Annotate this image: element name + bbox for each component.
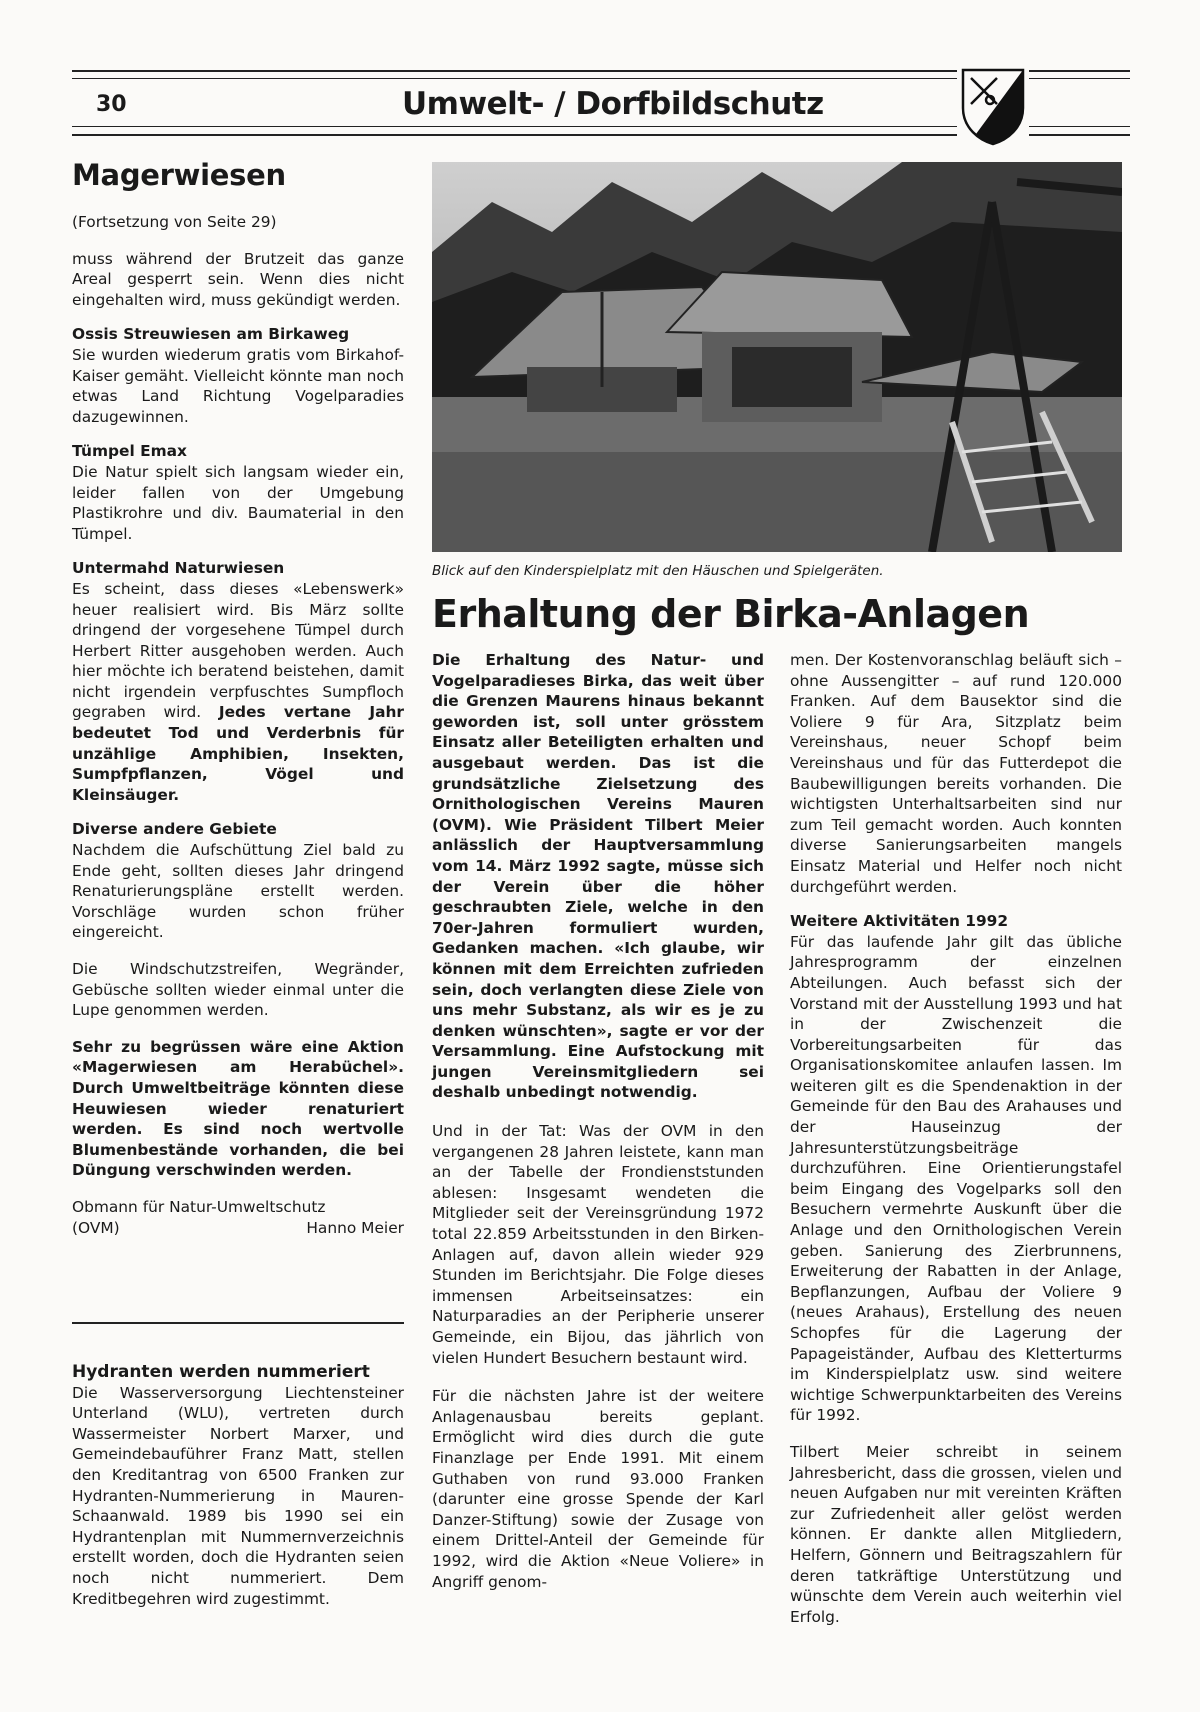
hydranten-heading: Hydranten werden nummeriert	[72, 1362, 370, 1382]
article-column-1	[432, 650, 764, 1592]
section-title: Umwelt- / Dorfbildschutz	[402, 86, 824, 122]
untermahd-text: Es scheint, dass dieses «Lebenswerk» heuer realisiert wird. Bis März sollte dringend der vorgesehene Tümpel durch Herbert Ritter ausgehoben werden. Auch hier möchte ich beratend beistehen, damit nicht irgendein verpfuschtes Sumpfloch gegraben wird. Jedes vertane Jahr bedeutet Tod und Verderbnis für unzählige Amphibien, Insekten, Sumpfpflanzen, Vögel und Kleinsäuger.	[72, 579, 404, 804]
page-header	[72, 64, 1130, 148]
article-paragraph-3: men. Der Kostenvoranschlag beläuft sich – ohne Aussengitter – auf rund 120.000 Franken. Auf dem Bausektor sind die Voliere 9 für Ara, Sitzplatz beim Vereinshaus, neuer Schopf beim Vereinshaus und für das Futterdepot die Baubewilligungen bereits vorhanden. Die wichtigsten Unterhaltsarbeiten sind nur zum Teil gemacht worden. Auch konnten diverse Sanierungsarbeiten mangels Einsatz Material und Helfer noch nicht durchgeführt werden.	[790, 651, 1122, 896]
article-paragraph-1: Und in der Tat: Was der OVM in den vergangenen 28 Jahren leistete, kann man an der Tabelle der Frondienststunden ablesen: Insgesamt wendeten die Mitglieder seit der Vereinsgründung 1972 total 22.859 Arbeitsstunden in den Birken-Anlagen auf, davon allein wieder 929 Stunden im Berichtsjahr. Die Folge dieses immensen Arbeitseinsatzes: ein Naturparadies an der Peripherie unserer Gemeinde, ein Bijou, das jährlich von vielen Hundert Besuchern bestaunt wird.	[432, 1122, 764, 1367]
left-column	[72, 212, 404, 1238]
tuempel-text: Die Natur spielt sich langsam wieder ein, leider fallen von der Umgebung Plastikrohre und div. Baumaterial in den Tümpel.	[72, 462, 404, 543]
activities-heading: Weitere Aktivitäten 1992	[790, 912, 1009, 931]
signature-role: Obmann für Natur-Umweltschutz	[72, 1197, 326, 1216]
ossis-text: Sie wurden wiederum gratis vom Birkahof-Kaiser gemäht. Vielleicht könnte man noch etwas Land Richtung Vogelparadies dazugewinnen.	[72, 345, 404, 426]
diverse-heading: Diverse andere Gebiete	[72, 820, 277, 839]
annual-report-text: Tilbert Meier schreibt in seinem Jahresbericht, dass die grossen, vielen und neuen Aufgaben nur mit vereinten Kräften zur Zufriedenheit aller gelöst werden können. Er dankte allen Mitgliedern, Helfern, Gönnern und Beitragszahlern für deren tatkräftige Unterstützung und wünschte dem Verein auch weiterhin viel Erfolg.	[790, 1442, 1122, 1626]
municipal-coat-of-arms-icon	[957, 64, 1029, 148]
article-lead: Die Erhaltung des Natur- und Vogelparadieses Birka, das weit über die Grenzen Maurens hinaus bekannt geworden ist, soll unter grösstem Einsatz aller Beteiligten erhalten und ausgebaut werden. Das ist die grundsätzliche Zielsetzung des Ornithologischen Vereins Mauren (OVM). Wie Präsident Tilbert Meier anlässlich der Hauptversammlung vom 14. März 1992 sagte, müsse sich der Verein über die höher geschraubten Ziele, welche in den 70er-Jahren formuliert wurden, Gedanken machen. «Ich glaube, wir können mit dem Erreichten zufrieden sein, doch verlangten diese Ziele von uns mehr Substanz, als wir es je zu denken wünschten», sagte er vor der Versammlung. Eine Aufstockung mit jungen Vereinsmitgliedern sei deshalb unbedingt notwendig.	[432, 651, 764, 1102]
signature-org: (OVM)	[72, 1218, 120, 1237]
page-number: 30	[96, 92, 127, 117]
tuempel-heading: Tümpel Emax	[72, 442, 187, 461]
untermahd-heading: Untermahd Naturwiesen	[72, 559, 285, 578]
playground-photo	[432, 162, 1122, 552]
activities-text: Für das laufende Jahr gilt das übliche Jahresprogramm der einzelnen Abteilungen. Auch befasst sich der Vorstand mit der Ausstellung 1993 und hat in der Zwischenzeit die Vorbereitungsarbeiten für das Organisationskomitee anlaufen lassen. Im weiteren gilt es die Spendenaktion in der Gemeinde für den Bau des Arahauses und der Hauseinzug der Jahresunterstützungsbeiträge durchzuführen. Eine Orientierungstafel beim Eingang des Vogelparks soll den Besuchern vermehrte Auskunft über die Anlage und den Ornithologischen Verein geben. Sanierung des Zierbrunnens, Erweiterung der Rabatten in der Anlage, Bepflanzungen, Aufbau der Voliere 9 (neues Arahaus), Erstellung des neuen Schopfes für die Lagerung der Papageiständer, Aufbau des Kletterturms im Kinderspielplatz usw. sind weitere wichtige Schwerpunktarbeiten des Vereins für 1992.	[790, 932, 1122, 1425]
hydranten-text: Die Wasserversorgung Liechtensteiner Unterland (WLU), vertreten durch Wassermeister Norbert Marxer, und Gemeindebauführer Franz Matt, stellen den Kreditantrag von 6500 Franken zur Hydranten-Nummerierung in Mauren-Schaanwald. 1989 bis 1990 sei ein Hydrantenplan mit Nummernverzeichnis erstellt worden, doch die Hydranten seien noch nicht nummeriert. Dem Kreditbegehren wird zugestimmt.	[72, 1383, 404, 1608]
section-divider	[72, 1322, 404, 1324]
photo-caption: Blick auf den Kinderspielplatz mit den Häuschen und Spielgeräten.	[432, 563, 884, 579]
continuation-note: (Fortsetzung von Seite 29)	[72, 213, 277, 231]
hydranten-block	[72, 1362, 404, 1609]
intro-paragraph: muss während der Brutzeit das ganze Areal gesperrt sein. Wenn dies nicht eingehalten wird, muss gekündigt werden.	[72, 249, 404, 309]
diverse-text: Nachdem die Aufschüttung Ziel bald zu Ende geht, sollten dieses Jahr dringend Renaturierungspläne erstellt werden. Vorschläge wurden schon früher eingereicht.	[72, 841, 404, 942]
signature-line	[72, 1218, 404, 1239]
article-title: Erhaltung der Birka-Anlagen	[432, 592, 1030, 636]
article-column-2	[790, 650, 1122, 1627]
magerwiesen-title: Magerwiesen	[72, 158, 286, 192]
article-paragraph-2: Für die nächsten Jahre ist der weitere Anlagenausbau bereits geplant. Ermöglicht wird dies durch die gute Finanzlage per Ende 1991. Mit einem Guthaben von rund 93.000 Franken (darunter eine grosse Spende der Karl Danzer-Stiftung) sowie der Zusage von einem Drittel-Anteil der Gemeinde für 1992, wird die Aktion «Neue Voliere» in Angriff genom-	[432, 1387, 764, 1591]
appeal-text: Sehr zu begrüssen wäre eine Aktion «Magerwiesen am Herabüchel». Durch Umweltbeiträge könnten diese Heuwiesen wieder renaturiert werden. Es sind noch wertvolle Blumenbestände vorhanden, die bei Düngung verschwinden werden.	[72, 1037, 404, 1180]
untermahd-warning: Jedes vertane Jahr bedeutet Tod und Verderbnis für unzählige Amphibien, Insekten, Sumpfpflanzen, Vögel und Kleinsäuger.	[72, 703, 404, 804]
ossis-heading: Ossis Streuwiesen am Birkaweg	[72, 325, 350, 344]
signature-name: Hanno Meier	[306, 1218, 404, 1237]
windschutz-text: Die Windschutzstreifen, Wegränder, Gebüsche sollten wieder einmal unter die Lupe genommen werden.	[72, 960, 404, 1020]
